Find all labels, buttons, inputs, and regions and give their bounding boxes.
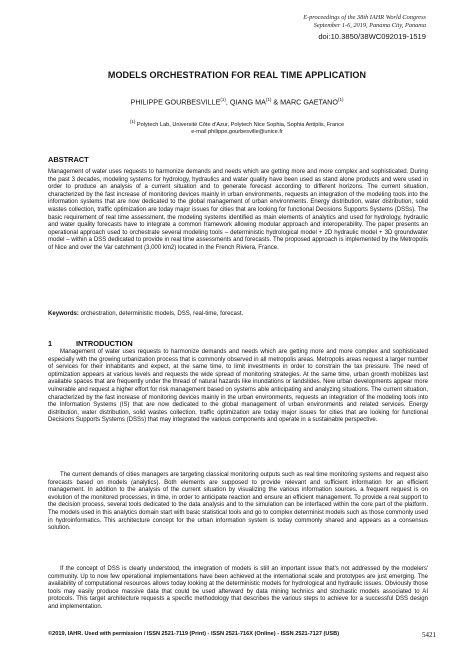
conference-name: E-proceedings of the 38th IAHR World Congress bbox=[303, 14, 426, 21]
keywords-line bbox=[48, 311, 428, 319]
abstract-heading: ABSTRACT bbox=[48, 155, 89, 164]
section-title: INTRODUCTION bbox=[76, 339, 133, 348]
doi[interactable]: doi:10.3850/38WC092019-1519 bbox=[318, 32, 426, 41]
section-heading bbox=[48, 339, 133, 348]
affiliation-text: Polytech Lab, Université Côte d'Azur, Polytech Nice Sophia, Sophia Antiplis, France bbox=[135, 121, 345, 128]
abstract-text: Management of water uses requests to harmonize demands and needs which are getting more and more complex and sophisticated. During the past 3 decades, modeling systems for hydrology, hydraulics and water quality have been used as stand alone products and were used in order to produce an analysis of a current situation and to generate forecast according to different horizons. The current situation, characterized by the fast increase of monitoring devices mainly in urban environments, requests an integration of the modeling tools into the information systems that are now dedicated to the global management of urban environments. Energy distribution, water distribution, solid wastes collection, traffic optimization are today major issues for cities that are looking for functional Decisions Supports Systems (DSSs). The basic requirement of real time assessment, the modeling systems identified as main elements of analytics and used for hydrology, hydraulic and water quality forecasts have to integrate a common framework allowing modular approach and interoperability. The paper presents an operational approach used to orchestrate several modeling tools – deterministic hydrological model + 2D hydraulic model + 3D groundwater model – within a DSS dedicated to provide in real time assessments and forecasts. The proposed approach is implemented by the Metropolis of Nice and over the Var catchment (3,000 km2) located in the French Riviera, France. bbox=[48, 169, 428, 251]
author-separator: , bbox=[225, 97, 230, 107]
conference-dates: September 1-6, 2019, Panama City, Panama bbox=[313, 22, 426, 29]
keywords-label: Keywords: bbox=[48, 311, 79, 317]
author-name: QIANG MA bbox=[229, 97, 266, 107]
author-separator: & bbox=[271, 97, 281, 107]
contact-email[interactable]: e-mail philippe.gourbesville@unice.fr bbox=[191, 129, 283, 136]
body-paragraph: Management of water uses requests to harmonize demands and needs which are getting more and more complex and sophisticated especially with the growing urbanization process that is commonly observed in all metropolis areas. Metropolis areas request a larger number of services for their inhabitants and expect, at the same time, to limit investments in order to constrain the tax pressure. The need of optimization appears at various levels and requests the wide spread of monitoring strategies. At the same time, urban growth mobilizes last available spaces that are frequently under the thread of natural hazards like inundations or landslides. New urban developments appear more vulnerable and request a higher effort for risk management based on systems able anticipating and analyzing situations. The current situation, characterized by the fast increase of monitoring devices mainly in the urban environments, requests an integration of the modeling tools into the Information Systems (IS) that are now dedicated to the global management of urban environments and related services. Energy distribution, water distribution, solid wastes collection, traffic optimization are today major issues for cities that are looking for functional Decisions Supports Systems (DSSs) that may integrated the various components and operate in a sustainable perspective. bbox=[48, 349, 428, 424]
copyright-footer: ©2019, IAHR. Used with permission / ISSN 2521-7119 (Print) - ISSN 2521-716X (Online) - ISSN 2521-7127 (USB) bbox=[48, 631, 340, 637]
affiliation-mark: (1) bbox=[265, 97, 272, 102]
paper-title: MODELS ORCHESTRATION FOR REAL TIME APPLICATION bbox=[107, 70, 367, 80]
conference-header bbox=[303, 14, 426, 42]
affiliation-block bbox=[0, 118, 474, 136]
author-name: PHILIPPE GOURBESVILLE bbox=[130, 97, 221, 107]
page-number: 5421 bbox=[422, 631, 436, 639]
keywords-text: orchestration, deterministic models, DSS, real-time, forecast. bbox=[78, 311, 244, 317]
body-paragraph: The current demands of cities managers are targeting classical monitoring outputs such as real time monitoring systems and request also forecasts based on models (analytics). Both elements are supposed to provide relevant and sufficient information for an efficient management. In addition to the analysis of the current situation by visualizing the various information sources, a frequent request is on evolution of the monitored processes, in time, in order to anticipate reaction and ensure an efficient management. To provide a real support to the decision process, several tools dedicated to the data analysis and to the simulation can be interfaced within the core part of the platform. The models used in this analytics domain start with basic statistical tools and go to complex determinist models such as those commonly used in hydroinformatics. This architecture concept for the urban information system is today commonly shared and appears as a consensus solution. bbox=[48, 472, 428, 532]
affiliation-mark: (1) bbox=[129, 119, 136, 124]
author-list bbox=[0, 97, 474, 106]
author-name: MARC GAETANO bbox=[280, 97, 338, 107]
body-paragraph: If the concept of DSS is clearly understood, the integration of models is still an important issue that's not addressed by the modelers' community. Up to now few operational implementations have been achieved at the international scale and prototypes are just emerging. The availability of computational resources allows today looking at the deterministic models for hydrological and hydraulic issues. Obviously those tools may easily produce massive data that could be used afterward by data mining technics and stochastic models associated to AI protocols. This target architecture requests a specific methodology that describes the various steps to achieve for a successful DSS design and implementation. bbox=[48, 566, 428, 610]
section-number: 1 bbox=[48, 339, 53, 348]
affiliation-mark: (1) bbox=[337, 97, 344, 102]
affiliation-mark: (1) bbox=[220, 97, 226, 102]
